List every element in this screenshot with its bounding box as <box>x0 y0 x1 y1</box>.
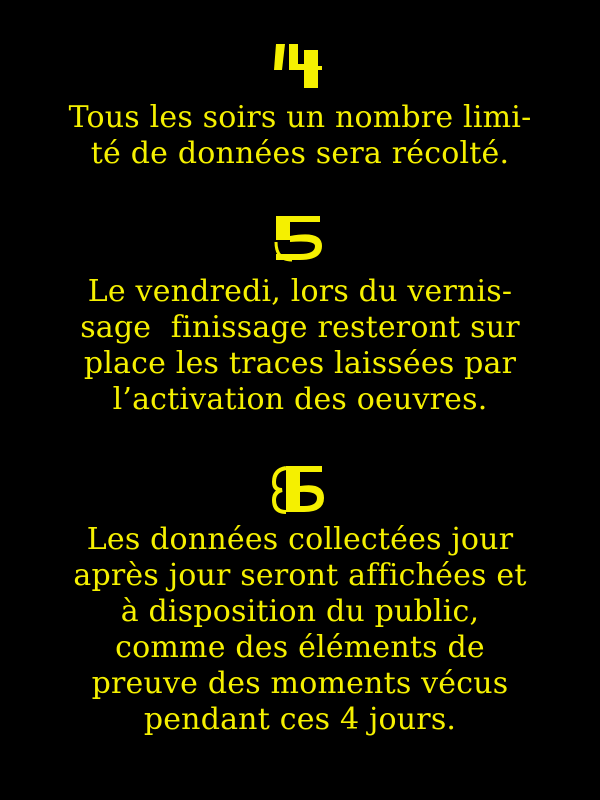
section-4-numeral <box>0 40 600 92</box>
section-6-line: pendant ces 4 jours. <box>143 702 457 737</box>
section-5-numeral <box>0 212 600 264</box>
section-6-line: comme des éléments de <box>115 630 485 665</box>
section-5-text <box>20 274 580 418</box>
section-5-line: sage finissage resteront sur <box>80 310 520 345</box>
section-4-line: Tous les soirs un nombre limi- <box>68 100 532 135</box>
section-6-line: après jour seront affichées et <box>73 558 527 593</box>
section-5-line: l’activation des oeuvres. <box>112 382 488 417</box>
section-6-numeral <box>0 462 600 516</box>
section-5-line: place les traces laissées par <box>83 346 517 381</box>
numeral-4-glyph <box>272 40 328 92</box>
section-6-line: preuve des moments vécus <box>91 666 509 701</box>
section-6-line: à disposition du public, <box>120 594 480 629</box>
section-6-line: Les données collectées jour <box>86 522 514 557</box>
numeral-6-glyph <box>270 462 330 516</box>
section-5-line: Le vendredi, lors du vernis- <box>87 274 513 309</box>
section-4-line: té de données sera récolté. <box>90 136 510 171</box>
section-4-text <box>20 100 580 172</box>
numeral-5-glyph <box>270 212 330 264</box>
section-6-text <box>20 522 580 738</box>
